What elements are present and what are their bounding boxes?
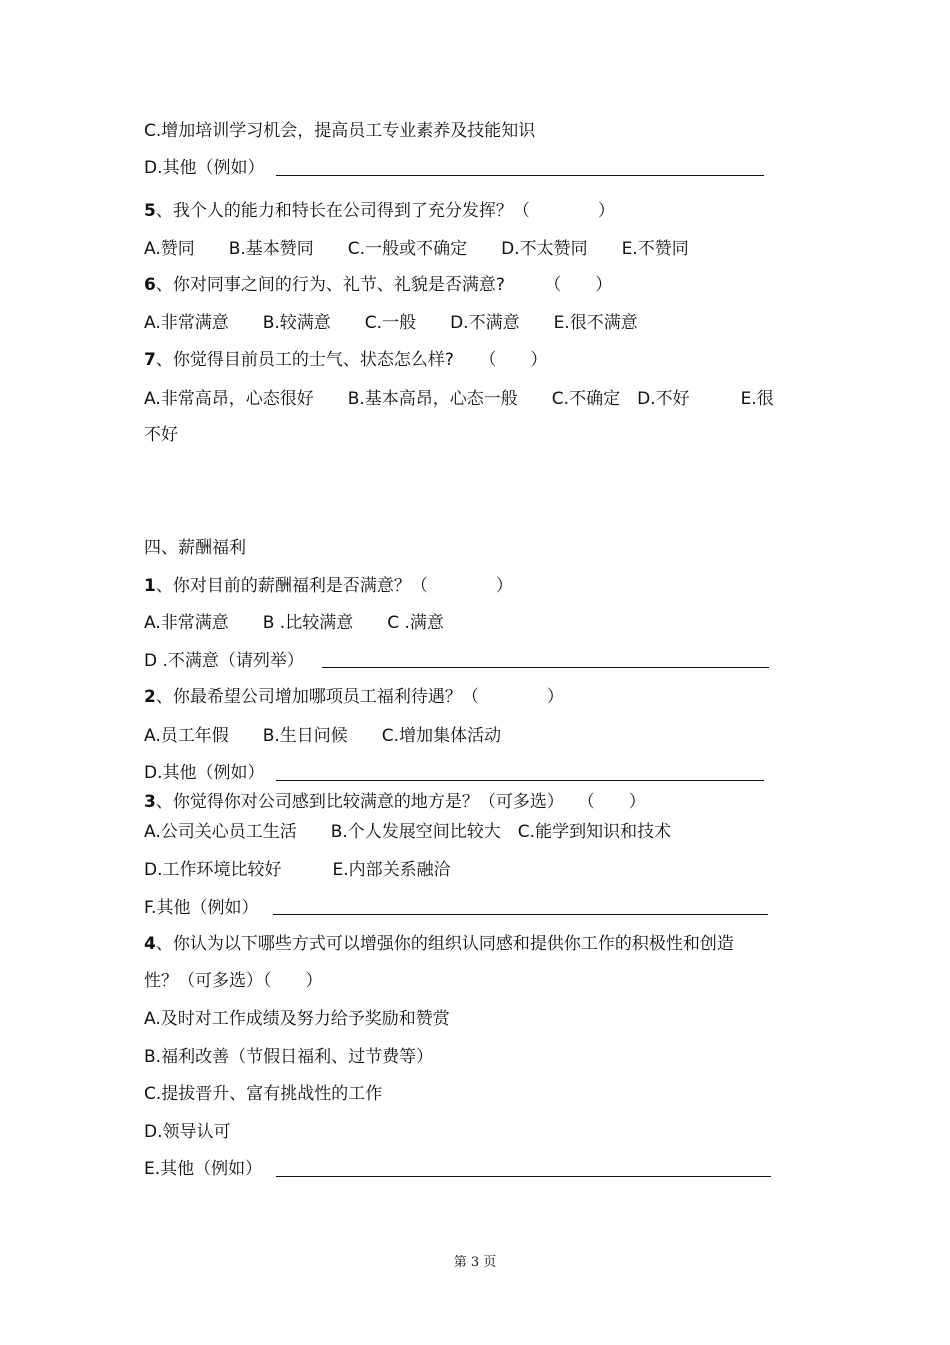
- question-continued: 性？（可多选）（ ）: [144, 971, 323, 991]
- options: A.非常满意 B.较满意 C.一般 D.不满意 E.很不满意: [144, 313, 638, 333]
- option-text: D .不满意（请列举）: [144, 651, 304, 671]
- question: [144, 686, 564, 708]
- question: [144, 274, 612, 296]
- question-number: 7: [144, 350, 156, 370]
- blank-line: [273, 914, 768, 915]
- option-text: C.增加培训学习机会，提高员工专业素养及技能知识: [144, 121, 536, 141]
- option-text: E.其他（例如）: [144, 1159, 263, 1179]
- options: A.公司关心员工生活 B.个人发展空间比较大 C.能学到知识和技术: [144, 822, 672, 842]
- question-number: 6: [144, 275, 156, 295]
- options: A.非常高昂，心态很好 B.基本高昂，心态一般 C.不确定 D.不好 E.很: [144, 389, 774, 409]
- option-text: A.及时对工作成绩及努力给予奖励和赞赏: [144, 1009, 450, 1029]
- blank-line: [276, 1176, 771, 1177]
- question-text: 、你最希望公司增加哪项员工福利待遇？（ ）: [155, 687, 564, 707]
- options: D.工作环境比较好 E.内部关系融洽: [144, 860, 451, 880]
- blank-line: [276, 780, 764, 781]
- options: A.员工年假 B.生日问候 C.增加集体活动: [144, 726, 502, 746]
- blank-line: [276, 175, 764, 176]
- question-number: 1: [144, 576, 156, 596]
- question-text: 、你觉得你对公司感到比较满意的地方是？（可多选） （ ）: [155, 792, 646, 812]
- options-continued: 不好: [144, 425, 178, 445]
- question-number: 2: [144, 687, 156, 707]
- section-title: 四、薪酬福利: [144, 538, 246, 558]
- question-text: 、你觉得目前员工的士气、状态怎么样? （ ）: [155, 350, 548, 370]
- question: [144, 349, 547, 371]
- options: A.赞同 B.基本赞同 C.一般或不确定 D.不太赞同 E.不赞同: [144, 239, 689, 259]
- option-text: D.其他（例如）: [144, 763, 265, 783]
- question-text: 、你对目前的薪酬福利是否满意？（ ）: [155, 576, 513, 596]
- question-number: 4: [144, 934, 156, 954]
- options: A.非常满意 B .比较满意 C .满意: [144, 613, 444, 633]
- option-text: D.领导认可: [144, 1122, 231, 1142]
- question-text: 、你认为以下哪些方式可以增强你的组织认同感和提供你工作的积极性和创造: [155, 934, 734, 954]
- question: [144, 575, 513, 597]
- option-text: B.福利改善（节假日福利、过节费等）: [144, 1047, 434, 1067]
- page-number: 第 3 页: [453, 1255, 497, 1270]
- option-text: F.其他（例如）: [144, 898, 259, 918]
- question-number: 5: [144, 201, 156, 221]
- option-text: C.提拔晋升、富有挑战性的工作: [144, 1084, 383, 1104]
- question: [144, 791, 646, 813]
- question-text: 、我个人的能力和特长在公司得到了充分发挥？（ ）: [155, 201, 615, 221]
- question-number: 3: [144, 792, 156, 812]
- option-text: D.其他（例如）: [144, 158, 265, 178]
- question: [144, 933, 734, 955]
- blank-line: [322, 667, 769, 668]
- question: [144, 200, 615, 222]
- question-text: 、你对同事之间的行为、礼节、礼貌是否满意? （ ）: [155, 275, 613, 295]
